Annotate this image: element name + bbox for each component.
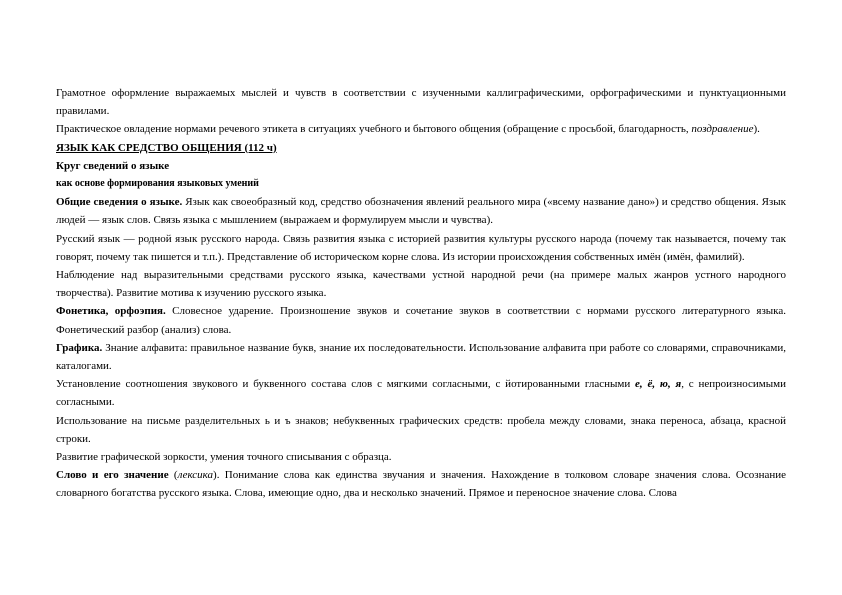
topic-label: Графика. (56, 341, 103, 354)
topic-label: Фонетика, орфоэпия. (56, 305, 166, 318)
section-heading: ЯЗЫК КАК СРЕДСТВО ОБЩЕНИЯ (112 ч) (56, 141, 277, 154)
paragraph-text: ). Понимание слова как единства звучания и значения. Нахождение в толковом словаре значения слова. Осознание словарного богатства русского языка. Слова, имеющие одно, два и несколько значений. Прямое и переносное значение слова. Слова (56, 469, 787, 500)
topic-label: Слово и его значение (56, 469, 169, 482)
paragraph-graphics (56, 339, 786, 375)
topic-label: Общие сведения о языке. (56, 196, 183, 209)
paragraph-text: Русский язык — родной язык русского народа. Связь развития языка с историей развития культуры русского народа (почему так называется, почему так говорят, почему так пишется и т.п.). Представление об историческом корне слова. Из истории происхождения собственных имён (имён, фамилий). (56, 232, 786, 263)
italic-term: лексика (177, 469, 214, 482)
paragraph-text: Развитие графической зоркости, умения точного списывания с образца. (56, 451, 392, 464)
paragraph-text: Установление соотношения звукового и буквенного состава слов с мягкими согласными, с йотированными гласными (56, 378, 636, 391)
paragraph-text: Практическое овладение нормами речевого этикета в ситуациях учебного и бытового общения (обращение с просьбой, благодарность, (56, 123, 692, 136)
paragraph-expressive-means (56, 266, 786, 302)
paragraph-spelling-rules (56, 84, 786, 120)
subheading-knowledge: Круг сведений о языке (56, 159, 170, 172)
italic-term: поздравление (691, 123, 754, 136)
paragraph-speech-etiquette (56, 120, 786, 138)
paragraph-separating-signs (56, 412, 786, 448)
paragraph-text: ( (168, 469, 178, 482)
paragraph-text: Наблюдение над выразительными средствами русского языка, качествами устной народной речи (на примере малых жанров устного народного творчества). Развитие мотива к изучению русского языка. (56, 269, 786, 300)
paragraph-general-info (56, 193, 786, 229)
document-page (56, 84, 786, 503)
paragraph-text: Знание алфавита: правильное название букв, знание их последовательности. Использование алфавита при работе со словарями, справочниками, каталогами. (56, 341, 786, 373)
paragraph-end: , с непроизносимыми согласными. (56, 378, 786, 409)
subheading-skills: как основе формирования языковых умений (56, 178, 259, 190)
paragraph-phonetics (56, 302, 786, 338)
paragraph-graphic-vigilance (56, 448, 786, 466)
paragraph-text: Словесное ударение. Произношение звуков и сочетание звуков в соответствии с нормами русского литературного языка. Фонетический разбор (анализ) слова. (56, 305, 786, 336)
paragraph-sound-letter (56, 375, 786, 411)
iotated-letters: е, ё, ю, я (635, 378, 682, 391)
paragraph-text: Использование на письме разделительных ь и ъ знаков; небуквенных графических средств: пробела между словами, знака переноса, абзаца, красной строки. (56, 414, 786, 445)
paragraph-russian-language (56, 230, 786, 266)
paragraph-end: ). (753, 123, 760, 136)
paragraph-text: Язык как своеобразный код, средство обозначения явлений реального мира («всему название дано») и средство общения. Язык людей — язык слов. Связь языка с мышлением (выражаем и формулируем мысли и чувства). (56, 196, 786, 227)
paragraph-lexicon (56, 466, 786, 502)
paragraph-text: Грамотное оформление выражаемых мыслей и чувств в соответствии с изученными каллиграфическими, орфографическими и пунктуационными правилами. (56, 87, 786, 118)
